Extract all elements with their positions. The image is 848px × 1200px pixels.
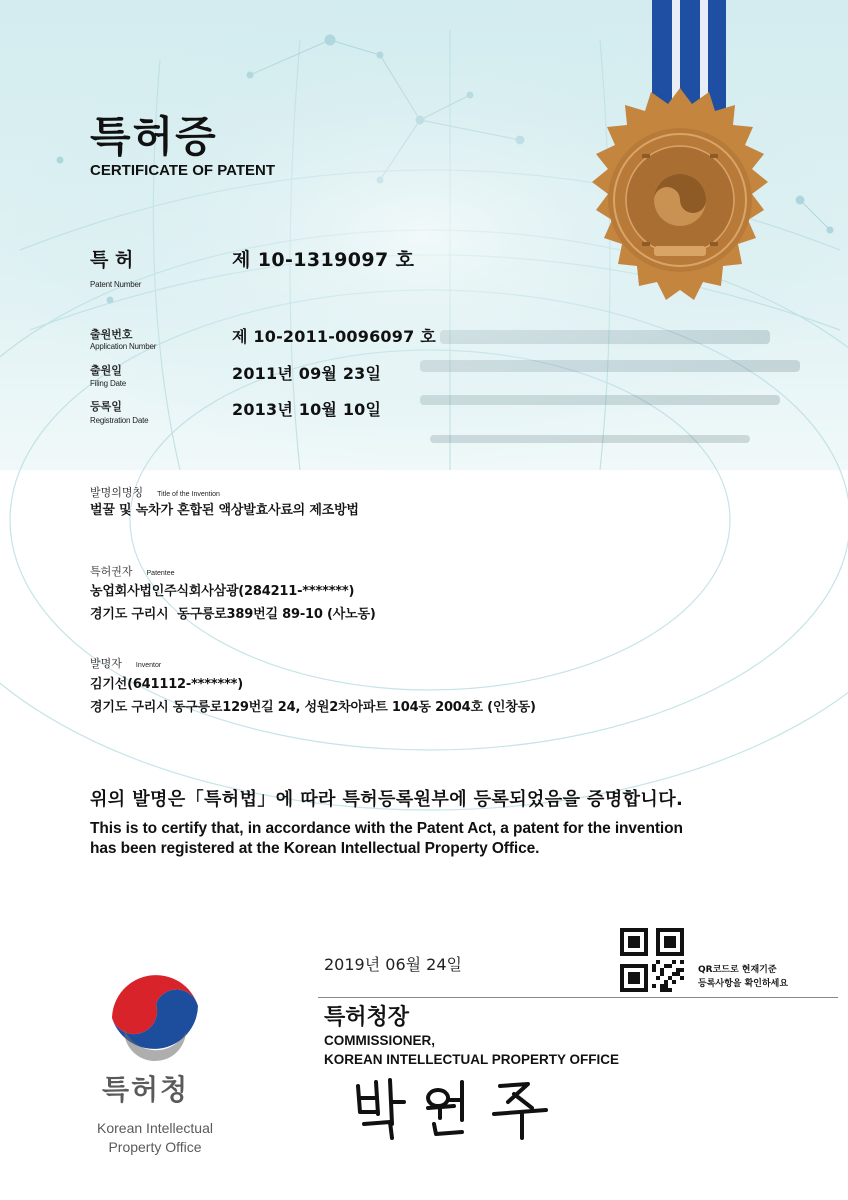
application-number-label-en: Application Number: [90, 342, 157, 351]
certificate-title-en: CERTIFICATE OF PATENT: [90, 162, 275, 179]
registration-date-label: 등록일: [90, 400, 122, 413]
qr-code-icon[interactable]: [620, 928, 684, 992]
patent-number-value: 제 10-1319097 호: [232, 249, 415, 271]
invention-label-row: [90, 481, 220, 500]
patentee-label: 특허권자: [90, 565, 133, 578]
taegeuk-logo-icon: [100, 958, 210, 1068]
commissioner-title-en-line2: KOREAN INTELLECTUAL PROPERTY OFFICE: [324, 1052, 620, 1067]
patentee-label-row: [90, 560, 175, 579]
inventor-name: 김기선(641112-*******): [90, 677, 244, 692]
registration-date-value: 2013년 10월 10일: [232, 400, 382, 419]
patent-number-label: 특 허: [90, 249, 134, 271]
commissioner-title-en-line1: COMMISSIONER,: [324, 1033, 436, 1048]
statement-en-line1: This is to certify that, in accordance with the Patent Act, a patent for the invention: [90, 820, 683, 837]
filing-date-label: 출원일: [90, 364, 122, 377]
application-number-label: 출원번호: [90, 328, 133, 341]
patentee-address: 경기도 구리시 동구릉로389번길 89-10 (사노동): [90, 607, 376, 622]
issue-date: 2019년 06월 24일: [324, 955, 462, 974]
gold-seal-icon: [560, 0, 800, 320]
qr-caption-line1: QR코드로 현재기준: [698, 965, 777, 975]
invention-title: 벌꿀 및 녹차가 혼합된 액상발효사료의 제조방법: [90, 503, 359, 518]
application-number-value: 제 10-2011-0096097 호: [232, 327, 436, 346]
inventor-label-en: Inventor: [135, 662, 162, 669]
inventor-address: 경기도 구리시 동구릉로129번길 24, 성원2차아파트 104동 2004호 (인창동): [90, 700, 536, 715]
filing-date-value: 2011년 09월 23일: [232, 364, 382, 383]
registration-date-label-en: Registration Date: [90, 416, 149, 425]
qr-caption-line2: 등록사항을 확인하세요: [698, 979, 789, 989]
signature-divider: [318, 997, 838, 998]
invention-label-en: Title of the Invention: [157, 491, 220, 498]
filing-date-label-en: Filing Date: [90, 379, 127, 388]
office-name-en-line2: Property Office: [108, 1139, 202, 1155]
office-name-ko: 특허청: [102, 1073, 190, 1106]
inventor-label: 발명자: [90, 657, 122, 670]
commissioner-title: 특허청장: [324, 1005, 410, 1030]
patentee-name: 농업회사법인주식회사삼광(284211-*******): [90, 584, 355, 599]
commissioner-signature: [350, 1072, 570, 1142]
statement-en-line2: has been registered at the Korean Intellectual Property Office.: [90, 840, 540, 857]
statement-ko: 위의 발명은「특허법」에 따라 특허등록원부에 등록되었음을 증명합니다.: [90, 789, 684, 810]
patentee-label-en: Patentee: [146, 570, 175, 577]
office-name-en-line1: Korean Intellectual: [97, 1120, 213, 1136]
invention-label: 발명의명칭: [90, 486, 144, 499]
inventor-label-row: [90, 652, 161, 671]
certificate-title: 특허증: [90, 112, 218, 161]
patent-number-label-en: Patent Number: [90, 280, 142, 289]
